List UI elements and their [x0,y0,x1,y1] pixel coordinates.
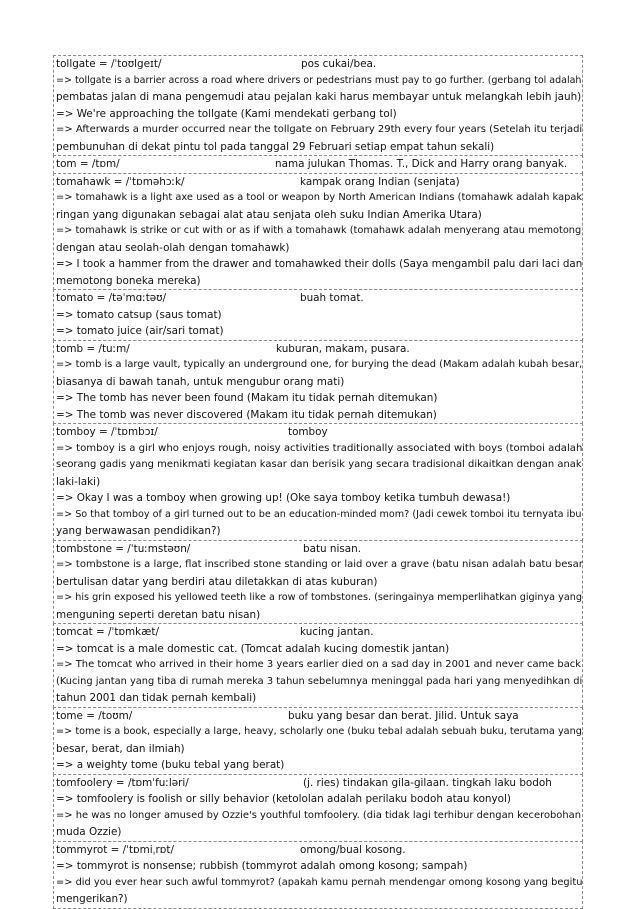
entry-example-line: => tomb is a large vault, typically an underground one, for burying the dead (Makam adalah kubah besar, [56,359,583,370]
dictionary-entry [53,623,583,708]
entry-heading [56,156,582,173]
entry-example-line: => he was no longer amused by Ozzie's youthful tomfoolery. (dia tidak lagi terhibur dengan kecerobohan [56,809,581,821]
entry-heading [56,624,582,641]
entry-example-line: => We're approaching the tollgate (Kami mendekati gerbang tol) [56,107,397,120]
entry-term: tombstone = /ˈtuːmstəʊn/ [56,542,191,555]
entry-example-line: yang berwawasan pendidikan?) [56,525,221,537]
dictionary-entry [53,423,583,541]
entry-example-line: => did you ever hear such awful tommyrot? (apakah kamu pernah mendengar omong kosong yang begitu [56,876,583,888]
entry-term: tomboy = /ˈtɒmbɔɪ/ [56,426,158,438]
entry-example-line: muda Ozzie) [56,826,122,838]
dictionary-entry [53,55,583,156]
entry-example-line: => tomato juice (air/sari tomat) [56,325,224,337]
entry-example-line: => tomato catsup (saus tomat) [56,308,222,321]
entry-heading [56,341,582,358]
entry-example-line: => his grin exposed his yellowed teeth like a row of tombstones. (seringainya memperlihatkan giginya yang [56,592,583,603]
entry-example-line: ringan yang digunakan sebagai alat atau senjata oleh suku Indian Amerika Utara) [56,208,482,221]
dictionary-entry [53,540,583,625]
entry-heading [56,842,582,859]
entry-term: tomahawk = /ˈtɒməhɔːk/ [56,175,185,188]
entry-example-line: laki-laki) [56,475,101,488]
entry-meaning: (j. ries) tindakan gila-gilaan. tingkah laku bodoh [303,776,552,789]
entry-term: tomb = /tuːm/ [56,342,130,355]
entry-example-line: => tome is a book, especially a large, heavy, scholarly one (buku tebal adalah sebuah buku, terutama yang [56,726,582,737]
dictionary-entry [53,774,583,842]
entry-example-line: seorang gadis yang menikmati kegiatan kasar dan berisik yang secara tradisional dikaitkan dengan anak [56,459,582,470]
entry-heading [56,541,582,558]
entry-term: tomfoolery = /tɒmˈfuːləri/ [56,776,189,789]
entry-term: tomcat = /ˈtɒmkæt/ [56,626,159,638]
entry-meaning: kucing jantan. [300,626,374,638]
entry-example-line: => I took a hammer from the drawer and tomahawked their dolls (Saya mengambil palu dari laci dan [56,258,583,270]
entry-meaning: nama julukan Thomas. T., Dick and Harry orang banyak. [275,158,568,170]
entry-example-line: => The tomcat who arrived in their home 3 years earlier died on a sad day in 2001 and never came back [56,659,581,670]
entry-example-line: => tomahawk is strike or cut with or as if with a tomahawk (tomahawk adalah menyerang atau memotong [56,225,582,236]
entry-example-line: mengerikan?) [56,893,128,905]
entry-example-line: => Okay I was a tomboy when growing up! (Oke saya tomboy ketika tumbuh dewasa!) [56,492,511,504]
entry-meaning: omong/bual kosong. [300,843,406,856]
entry-example-line: => tomfoolery is foolish or silly behavior (ketololan adalah perilaku bodoh atau konyol) [56,793,511,805]
entry-example-line: => Afterwards a murder occurred near the tollgate on February 29th every four years (Setelah itu terjadi [56,124,583,135]
entry-example-line: => The tomb has never been found (Makam itu tidak pernah ditemukan) [56,392,438,404]
dictionary-entry [53,340,583,425]
entry-meaning: tomboy [288,426,328,438]
entry-example-line: pembatas jalan di mana pengemudi atau pejalan kaki harus membayar untuk melangkah lebih jauh) [56,91,582,103]
dictionary-entry [53,173,583,291]
entry-example-line: => tomboy is a girl who enjoys rough, noisy activities traditionally associated with boys (tomboi adalah [56,442,583,454]
entry-term: tomato = /təˈmɑːtəʊ/ [56,292,167,304]
dictionary-entry [53,707,583,775]
entry-meaning: batu nisan. [303,542,362,555]
entry-example-line: biasanya di bawah tanah, untuk mengubur orang mati) [56,375,345,388]
entry-example-line: dengan atau seolah-olah dengan tomahawk) [56,241,290,254]
entry-example-line: => tollgate is a barrier across a road where drivers or pedestrians must pay to go further. (gerbang tol adalah [56,74,582,86]
entry-term: tollgate = /ˈtoʊlgeɪt/ [56,58,162,70]
entry-meaning: kampak orang Indian (senjata) [300,175,460,188]
entry-example-line: memotong boneka mereka) [56,274,201,287]
entry-example-line: pembunuhan di dekat pintu tol pada tanggal 29 Februari setiap empat tahun sekali) [56,140,495,153]
entry-meaning: pos cukai/bea. [301,58,377,70]
dictionary-entry [53,841,583,909]
entry-example-line: => The tomb was never discovered (Makam itu tidak pernah ditemukan) [56,408,437,421]
entry-heading [56,290,582,307]
entry-example-line: => tombstone is a large, flat inscribed stone standing or laid over a grave (batu nisan adalah batu besar [56,559,583,570]
entry-meaning: kuburan, makam, pusara. [276,342,410,355]
entry-heading [56,424,582,441]
entry-term: tommyrot = /ˈtɒmiˌrɒt/ [56,843,174,856]
entry-example-line: => tommyrot is nonsense; rubbish (tommyrot adalah omong kosong; sampah) [56,860,468,872]
entry-heading [56,174,582,191]
entry-heading [56,708,582,725]
entry-example-line: bertulisan datar yang berdiri atau diletakkan di atas kuburan) [56,575,378,588]
entry-meaning: buku yang besar dan berat. Jilid. Untuk saya [288,709,519,722]
entry-term: tom = /tɒm/ [56,158,120,170]
dictionary-entry [53,155,583,174]
entry-heading [56,56,582,73]
dictionary-entry [53,289,583,341]
entry-example-line: => tomcat is a male domestic cat. (Tomcat adalah kucing domestik jantan) [56,642,450,655]
entry-example-line: besar, berat, dan ilmiah) [56,742,185,755]
entry-meaning: buah tomat. [300,292,364,304]
entry-example-line: menguning seperti deretan batu nisan) [56,608,261,621]
entry-example-line: => a weighty tome (buku tebal yang berat) [56,759,285,771]
entry-example-line: tahun 2001 dan tidak pernah kembali) [56,692,257,704]
entry-term: tome = /toʊm/ [56,709,133,722]
entry-heading [56,775,582,792]
entry-example-line: => So that tomboy of a girl turned out to be an education-minded mom? (Jadi cewek tomboi itu ternyata ibu [56,508,582,520]
entry-example-line: => tomahawk is a light axe used as a tool or weapon by North American Indians (tomahawk adalah kapak [56,192,583,203]
dictionary-document [53,56,583,909]
entry-example-line: (Kucing jantan yang tiba di rumah mereka 3 tahun sebelumnya meninggal pada hari yang menyedihkan di [56,675,583,687]
